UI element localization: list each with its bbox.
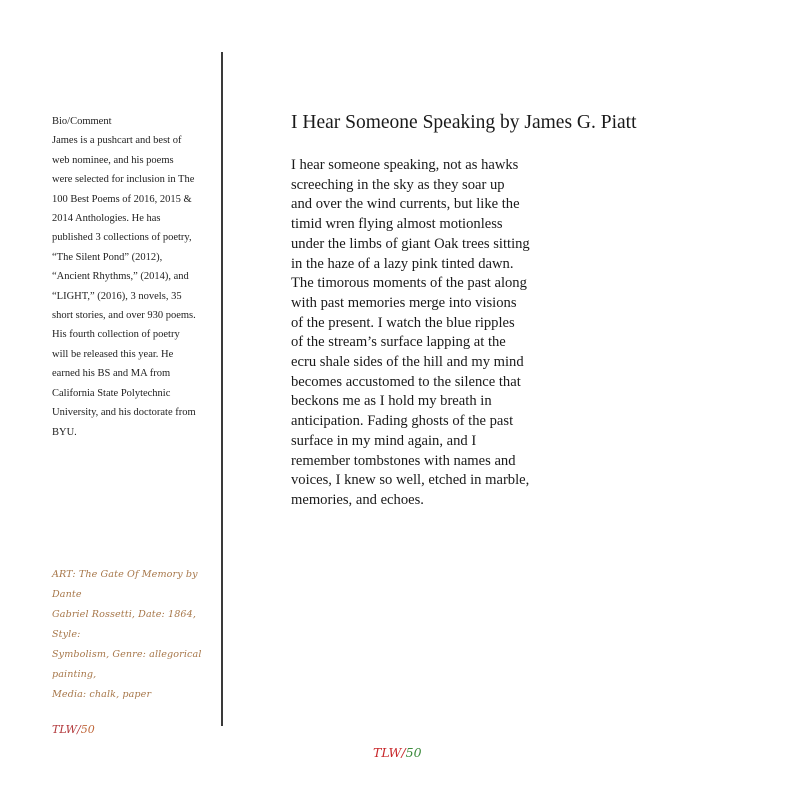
sidebar-page-mark xyxy=(52,723,95,736)
art-credit xyxy=(52,565,224,705)
poem-line: surface in my mind again, and I xyxy=(291,432,477,449)
page-footer-mark xyxy=(373,745,422,760)
poem-line: becomes accustomed to the silence that xyxy=(291,373,521,390)
poem-title: I Hear Someone Speaking by James G. Piatt xyxy=(291,112,637,133)
poem-line: timid wren flying almost motionless xyxy=(291,216,503,233)
bio-line: His fourth collection of poetry xyxy=(52,329,180,341)
bio-line: California State Polytechnic xyxy=(52,387,171,399)
bio-line: “The Silent Pond” (2012), xyxy=(52,251,163,263)
art-credit-line: Gabriel Rossetti, Date: 1864, Style: xyxy=(52,609,196,640)
page-number: 50 xyxy=(80,723,95,736)
poem-line: with past memories merge into visions xyxy=(291,294,517,311)
bio-line: University, and his doctorate from xyxy=(52,407,196,419)
poem-section xyxy=(291,110,761,511)
poem-line: memories, and echoes. xyxy=(291,491,424,508)
bio-line: were selected for inclusion in The xyxy=(52,174,195,186)
tlw-mark: TLW xyxy=(52,723,77,736)
poem-line: ecru shale sides of the hill and my mind xyxy=(291,354,524,371)
poem-line: of the stream’s surface lapping at the xyxy=(291,334,506,351)
bio-line: James is a pushcart and best of xyxy=(52,135,182,147)
poem-line: under the limbs of giant Oak trees sitting xyxy=(291,235,530,252)
poem-line: The timorous moments of the past along xyxy=(291,275,527,292)
bio-sidebar xyxy=(52,112,212,442)
bio-line: 100 Best Poems of 2016, 2015 & xyxy=(52,193,192,205)
poem-line: voices, I knew so well, etched in marble, xyxy=(291,472,530,489)
bio-line: will be released this year. He xyxy=(52,348,174,360)
bio-line: short stories, and over 930 poems. xyxy=(52,310,196,322)
bio-line: BYU. xyxy=(52,426,77,438)
bio-text xyxy=(52,131,212,442)
tlw-slash: / xyxy=(77,723,81,736)
poem-line: screeching in the sky as they soar up xyxy=(291,176,505,193)
bio-line: “LIGHT,” (2016), 3 novels, 35 xyxy=(52,290,182,302)
bio-line: earned his BS and MA from xyxy=(52,368,171,380)
poem-line: and over the wind currents, but like the xyxy=(291,196,520,213)
poem-line: in the haze of a lazy pink tinted dawn. xyxy=(291,255,514,272)
art-credit-line: Media: chalk, paper xyxy=(52,689,152,700)
poem-line: anticipation. Fading ghosts of the past xyxy=(291,413,514,430)
poem-line: beckons me as I hold my breath in xyxy=(291,393,492,410)
bio-line: web nominee, and his poems xyxy=(52,154,174,166)
poem-line: of the present. I watch the blue ripples xyxy=(291,314,515,331)
tlw-slash: / xyxy=(401,745,406,760)
bio-heading: Bio/Comment xyxy=(52,116,112,127)
art-credit-line: ART: The Gate Of Memory by Dante xyxy=(52,569,198,600)
bio-line: published 3 collections of poetry, xyxy=(52,232,192,244)
tlw-mark: TLW xyxy=(373,745,402,760)
bio-line: “Ancient Rhythms,” (2014), and xyxy=(52,271,189,283)
poem-line: I hear someone speaking, not as hawks xyxy=(291,157,519,173)
art-credit-line: Symbolism, Genre: allegorical painting, xyxy=(52,649,202,680)
bio-line: 2014 Anthologies. He has xyxy=(52,213,161,225)
poem-line: remember tombstones with names and xyxy=(291,452,516,469)
page-number: 50 xyxy=(405,745,422,760)
poem-body xyxy=(291,156,761,511)
